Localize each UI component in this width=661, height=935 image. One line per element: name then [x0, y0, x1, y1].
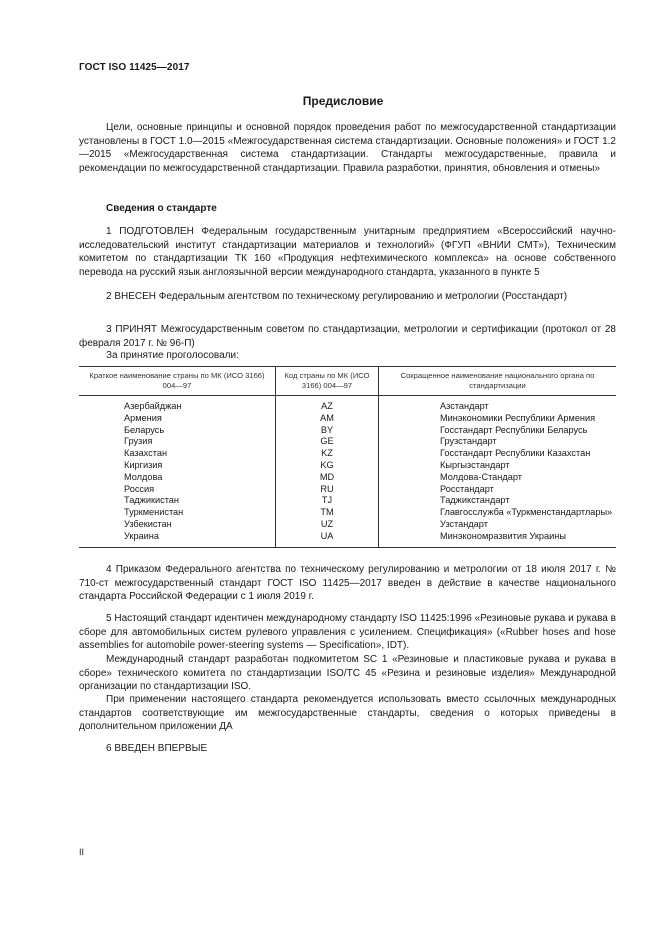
item-first-introduced: 6 ВВЕДЕН ВПЕРВЫЕ — [106, 743, 208, 754]
item-identical: 5 Настоящий стандарт идентичен международному стандарту ISO 11425:1996 «Резиновые рукава и рукава в сборе для автомобильных систем рулевого управления с усилением. Спецификация» («Rubber hoses and hose assemblies for automobile power-steering systems — Specification», IDT). — [79, 613, 616, 652]
standards-body-cell: Госстандарт Республики Казахстан — [379, 448, 617, 460]
page-title: Предисловие — [302, 94, 384, 108]
country-cell: Киргизия — [124, 459, 163, 470]
standards-body-cell: Кыргызстандарт — [379, 460, 617, 472]
country-code-cell: MD — [276, 472, 379, 484]
item-introduced: 2 ВНЕСЕН Федеральным агентством по техническому регулированию и метрологии (Росстандарт) — [106, 291, 568, 302]
standards-body-cell: Таджикстандарт — [379, 495, 617, 507]
country-code-cell: UZ — [276, 519, 379, 531]
country-code-cell: RU — [276, 484, 379, 496]
table-row — [79, 531, 616, 547]
country-cell: Молдова — [124, 471, 163, 482]
country-cell: Узбекистан — [124, 518, 172, 529]
country-cell: Россия — [124, 483, 155, 494]
member-states-table — [79, 366, 616, 548]
item-developed-by: Международный стандарт разработан подкомитетом SC 1 «Резиновые и пластиковые рукава и рукава в сборе» технического комитета по стандартизации ISO/TC 45 «Резина и резиновые изделия» Международной организации по стандартизации ISO. — [79, 654, 616, 693]
country-cell: Беларусь — [124, 424, 165, 435]
item-prepared: 1 ПОДГОТОВЛЕН Федеральным государственным унитарным предприятием «Всероссийский научно-исследовательский институт стандартизации материалов и технологий» (ФГУП «ВНИИ СМТ»), Техническим комитетом по стандартизации ТК 160 «Продукция нефтехимического комплекса» на основе собственного перевода на русский язык англоязычной версии международного стандарта, указанного в пункте 5 — [79, 226, 616, 279]
table-row — [79, 460, 616, 472]
country-cell: Украина — [79, 531, 276, 547]
country-cell: Казахстан — [124, 448, 168, 459]
standards-body-cell: Минэкономразвития Украины — [379, 531, 617, 547]
country-code-cell: KG — [276, 460, 379, 472]
document-id: ГОСТ ISO 11425—2017 — [79, 62, 190, 73]
table-row — [79, 436, 616, 448]
standards-body-cell: Главгосслужба «Туркменстандартлары» — [379, 507, 617, 519]
table-row — [79, 495, 616, 507]
table-row — [79, 507, 616, 519]
page-number: II — [79, 847, 85, 857]
standards-body-cell: Азстандарт — [379, 396, 617, 413]
country-code-cell: UA — [276, 531, 379, 547]
table-row — [79, 448, 616, 460]
country-cell: Армения — [124, 412, 162, 423]
country-cell: Таджикистан — [124, 495, 179, 506]
table-header-row — [79, 367, 616, 396]
col-header-country: Краткое наименование страны по МК (ИСО 3166) 004—97 — [79, 367, 276, 396]
table-row — [79, 396, 616, 413]
standards-body-cell: Молдова-Стандарт — [379, 472, 617, 484]
standards-body-cell: Минэкономики Республики Армения — [379, 413, 617, 425]
country-code-cell: TJ — [276, 495, 379, 507]
standard-info-heading: Сведения о стандарте — [106, 203, 217, 214]
country-code-cell: GE — [276, 436, 379, 448]
country-code-cell: TM — [276, 507, 379, 519]
country-cell: Азербайджан — [124, 401, 182, 411]
standards-body-cell: Грузстандарт — [379, 436, 617, 448]
standards-body-cell: Узстандарт — [379, 519, 617, 531]
country-cell: Грузия — [124, 436, 153, 447]
voted-label: За принятие проголосовали: — [106, 350, 239, 361]
country-code-cell: KZ — [276, 448, 379, 460]
country-cell: Туркменистан — [124, 507, 184, 518]
col-header-code: Код страны по МК (ИСО 3166) 004—97 — [276, 367, 379, 396]
table-row — [79, 484, 616, 496]
table-row — [79, 472, 616, 484]
item-adopted: 3 ПРИНЯТ Межгосударственным советом по стандартизации, метрологии и сертификации (протокол от 28 февраля 2017 г. № 96-П) — [79, 324, 616, 349]
country-code-cell: AM — [276, 413, 379, 425]
table-row — [79, 519, 616, 531]
item-application: При применении настоящего стандарта рекомендуется использовать вместо ссылочных международных стандартов соответствующие им межгосударственные стандарты, сведения о которых приведены в дополнительном приложении ДА — [79, 694, 616, 733]
table-row — [79, 425, 616, 437]
country-code-cell: AZ — [276, 396, 379, 413]
col-header-body: Сокращенное наименование национального органа по стандартизации — [379, 367, 617, 396]
country-code-cell: BY — [276, 425, 379, 437]
standards-body-cell: Госстандарт Республики Беларусь — [379, 425, 617, 437]
item-order: 4 Приказом Федерального агентства по техническому регулированию и метрологии от 18 июля 2017 г. № 710-ст межгосударственный стандарт ГОСТ ISO 11425—2017 введен в действие в качестве национального стандарта Российской Федерации с 1 июля 2019 г. — [79, 564, 616, 603]
table-body — [79, 396, 616, 548]
intro-paragraph: Цели, основные принципы и основной порядок проведения работ по межгосударственной стандартизации установлены в ГОСТ 1.0—2015 «Межгосударственная система стандартизации. Основные положения» и ГОСТ 1.2—2015 «Межгосударственная система стандартизации. Стандарты межгосударственные, правила и рекомендации по межгосударственной стандартизации. Правила разработки, принятия, обновления и отмены» — [79, 122, 616, 175]
standards-body-cell: Росстандарт — [379, 484, 617, 496]
table-row — [79, 413, 616, 425]
